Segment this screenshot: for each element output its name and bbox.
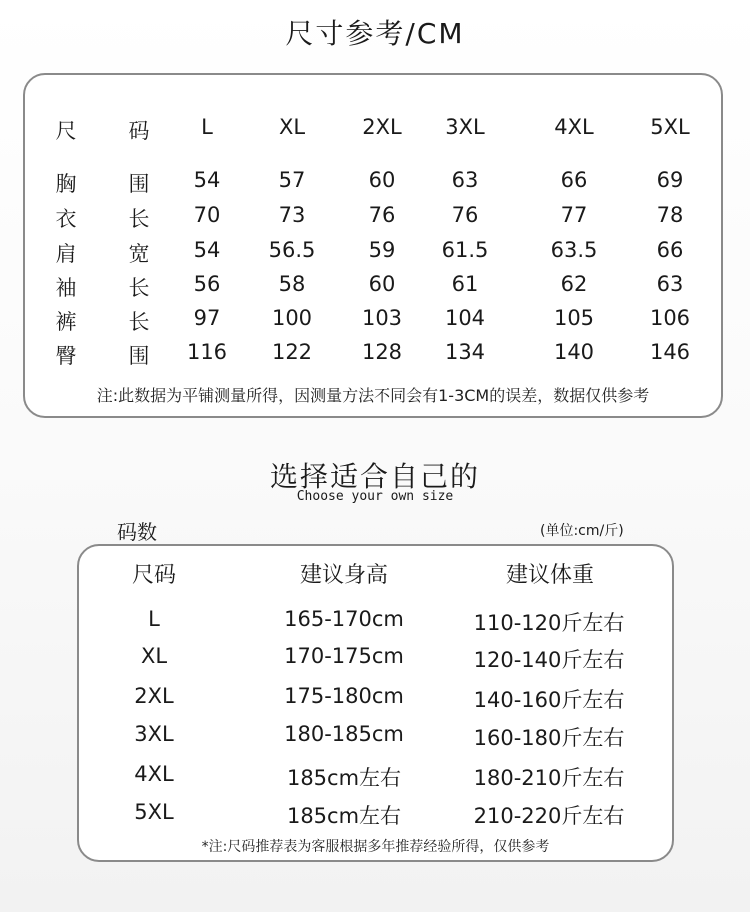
row-label-a: 裤 [55,310,77,334]
size-chart-table [23,73,723,418]
size-chart-note: 注:此数据为平铺测量所得，因测量方法不同会有1-3CM的误差，数据仅供参考 [96,386,650,405]
row-label-a: 胸 [55,172,77,196]
measurement-cell: 128 [361,340,403,364]
weight-cell: 110-120斤左右 [473,611,625,635]
recommend-subtitle: Choose your own size [296,489,454,504]
size-cell: 4XL [134,762,174,786]
weight-cell: 160-180斤左右 [473,726,625,750]
header-weight: 建议体重 [505,563,594,588]
measurement-cell: 63 [656,272,684,296]
measurement-cell: 105 [553,306,595,330]
row-label-a: 袖 [55,276,77,300]
measurement-cell: 103 [361,306,403,330]
measurement-cell: 60 [368,168,396,192]
row-label-b: 围 [128,344,150,368]
size-chart-row [25,168,721,202]
recommend-note: *注:尺码推荐表为客服根据多年推荐经验所得，仅供参考 [201,839,550,855]
height-cell: 185cm左右 [286,766,402,790]
section-label: 码数 [117,520,157,544]
measurement-cell: 60 [368,272,396,296]
row-label-b: 宽 [128,242,150,266]
measurement-cell: 56.5 [268,238,316,262]
header-height: 建议身高 [299,563,388,588]
header-label-a: 尺 [55,119,77,143]
measurement-cell: 61 [451,272,479,296]
measurement-cell: 54 [193,238,221,262]
header-size: 5XL [650,115,690,139]
measurement-cell: 100 [271,306,313,330]
measurement-cell: 63 [451,168,479,192]
size-chart-header-row [25,115,721,149]
measurement-cell: 63.5 [550,238,598,262]
measurement-cell: 140 [553,340,595,364]
recommend-row [79,684,672,718]
measurement-cell: 61.5 [441,238,489,262]
measurement-cell: 146 [649,340,691,364]
measurement-cell: 97 [193,306,221,330]
recommend-row [79,722,672,756]
size-cell: XL [140,644,168,668]
measurement-cell: 77 [560,203,588,227]
measurement-cell: 70 [193,203,221,227]
recommend-row [79,800,672,834]
recommend-row [79,607,672,641]
weight-cell: 140-160斤左右 [473,688,625,712]
measurement-cell: 106 [649,306,691,330]
height-cell: 175-180cm [284,684,404,708]
weight-cell: 210-220斤左右 [473,804,625,828]
header-label-b: 码 [128,119,150,143]
size-chart-row [25,306,721,340]
header-size: 尺码 [131,563,176,588]
measurement-cell: 57 [278,168,306,192]
row-label-a: 衣 [55,207,77,231]
size-chart-row [25,203,721,237]
row-label-a: 肩 [55,242,77,266]
size-chart-row [25,272,721,306]
row-label-b: 围 [128,172,150,196]
recommend-row [79,762,672,796]
header-size: 2XL [362,115,402,139]
measurement-cell: 104 [444,306,486,330]
row-label-b: 长 [128,276,150,300]
header-size: L [201,115,213,139]
size-cell: 3XL [134,722,174,746]
weight-cell: 120-140斤左右 [473,648,625,672]
measurement-cell: 134 [444,340,486,364]
recommend-title: 选择适合自己的 [269,460,480,493]
measurement-cell: 76 [368,203,396,227]
measurement-cell: 69 [656,168,684,192]
row-label-a: 臀 [55,344,77,368]
measurement-cell: 56 [193,272,221,296]
size-chart-row [25,340,721,374]
size-cell: 5XL [134,800,174,824]
measurement-cell: 59 [368,238,396,262]
header-size: 4XL [554,115,594,139]
row-label-b: 长 [128,310,150,334]
measurement-cell: 66 [560,168,588,192]
measurement-cell: 73 [278,203,306,227]
measurement-cell: 78 [656,203,684,227]
size-chart-title: 尺寸参考/CM [285,17,465,50]
measurement-cell: 62 [560,272,588,296]
measurement-cell: 54 [193,168,221,192]
header-size: XL [278,115,306,139]
weight-cell: 180-210斤左右 [473,766,625,790]
recommend-table [77,544,674,862]
measurement-cell: 66 [656,238,684,262]
row-label-b: 长 [128,207,150,231]
height-cell: 180-185cm [284,722,404,746]
size-cell: 2XL [134,684,174,708]
header-size: 3XL [445,115,485,139]
size-chart-row [25,238,721,272]
height-cell: 170-175cm [284,644,404,668]
recommend-row [79,644,672,678]
height-cell: 165-170cm [284,607,404,631]
measurement-cell: 58 [278,272,306,296]
measurement-cell: 116 [186,340,228,364]
unit-label: (单位:cm/斤) [540,523,624,539]
size-cell: L [148,607,160,631]
measurement-cell: 76 [451,203,479,227]
measurement-cell: 122 [271,340,313,364]
height-cell: 185cm左右 [286,804,402,828]
